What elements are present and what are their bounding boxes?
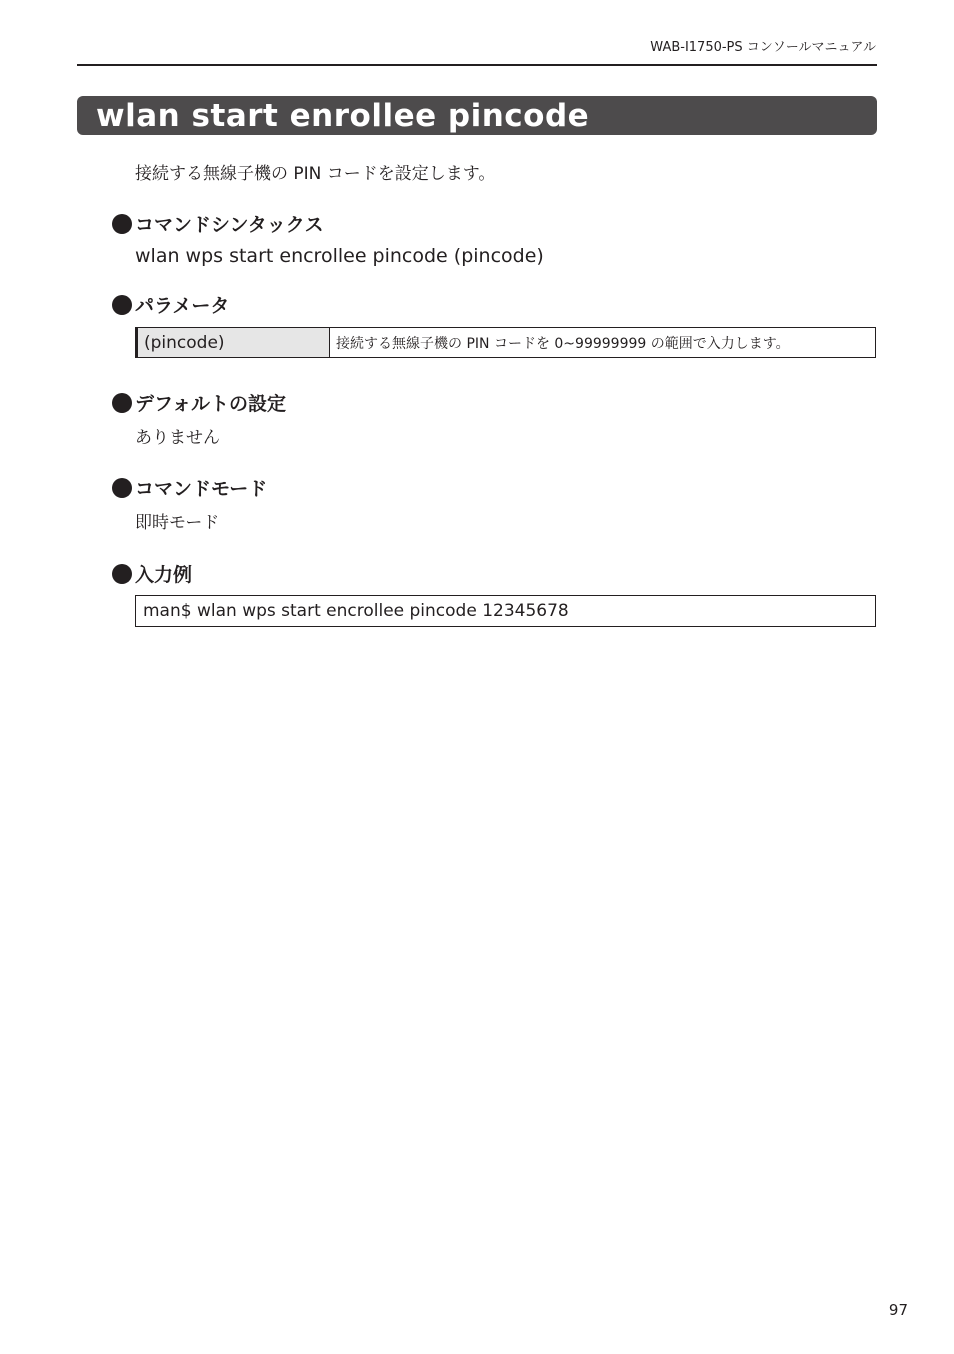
header-rule [77,64,877,66]
example-heading [112,560,192,587]
parameter-description-cell: 接続する無線子機の PIN コードを 0~99999999 の範囲で入力します。 [336,335,790,352]
parameters-heading [112,291,229,318]
mode-heading-label: コマンドモード [135,478,268,500]
bullet-icon [112,564,132,584]
title-bar [77,96,877,135]
example-heading-label: 入力例 [135,564,193,586]
bullet-icon [112,295,132,315]
parameter-name-cell: (pincode) [136,328,330,357]
syntax-heading-label: コマンドシンタックス [135,214,324,236]
mode-text: 即時モード [135,513,220,533]
parameter-table [135,327,876,358]
mode-heading [112,474,267,501]
syntax-heading [112,210,324,237]
page-number: 97 [888,1301,908,1319]
bullet-icon [112,214,132,234]
parameters-heading-label: パラメータ [135,295,230,317]
page-title: wlan start enrollee pincode [96,97,590,134]
syntax-text: wlan wps start encrollee pincode (pincode) [135,245,544,267]
default-heading [112,389,286,416]
bullet-icon [112,478,132,498]
default-heading-label: デフォルトの設定 [135,393,287,415]
example-box: man$ wlan wps start encrollee pincode 12345678 [135,595,876,627]
intro-text: 接続する無線子機の PIN コードを設定します。 [135,164,496,184]
running-header: WAB-I1750-PS コンソールマニュアル [650,40,876,55]
bullet-icon [112,393,132,413]
default-text: ありません [135,428,220,448]
